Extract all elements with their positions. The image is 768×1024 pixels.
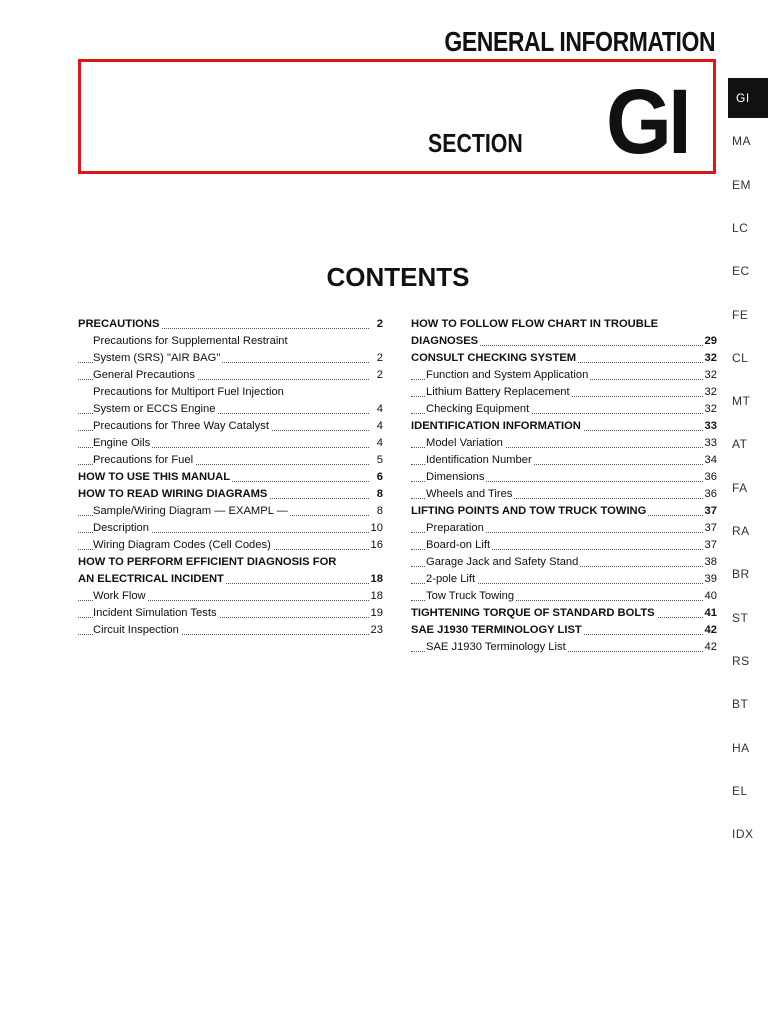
toc-left-column: [78, 316, 383, 639]
toc-entry[interactable]: [411, 367, 717, 384]
toc-page-number: 19: [369, 605, 383, 622]
toc-entry-title: Function and System Application: [426, 369, 589, 381]
toc-page-number: 10: [369, 520, 383, 537]
toc-entry[interactable]: [411, 452, 717, 469]
side-tab-ra[interactable]: RA: [732, 524, 750, 538]
toc-entry-title: HOW TO PERFORM EFFICIENT DIAGNOSIS FOR: [78, 556, 337, 568]
toc-entry-title: Board-on Lift: [426, 539, 491, 551]
toc-page-number: 33: [703, 418, 717, 435]
toc-page-number: 16: [369, 537, 383, 554]
toc-entry-title: SAE J1930 TERMINOLOGY LIST: [411, 624, 582, 636]
toc-entry[interactable]: [78, 350, 383, 367]
toc-entry-title: Engine Oils: [93, 437, 151, 449]
section-code: GI: [606, 71, 688, 173]
toc-page-number: 38: [703, 554, 717, 571]
toc-entry[interactable]: [411, 435, 717, 452]
toc-entry[interactable]: [411, 384, 717, 401]
toc-entry-title: Identification Number: [426, 454, 532, 466]
toc-entry[interactable]: [78, 622, 383, 639]
toc-page-number: 4: [375, 435, 383, 452]
toc-page-number: 4: [375, 418, 383, 435]
toc-entry[interactable]: [411, 520, 717, 537]
toc-entry[interactable]: [78, 554, 383, 571]
toc-entry[interactable]: [78, 537, 383, 554]
toc-entry-title: Precautions for Multiport Fuel Injection: [93, 386, 284, 398]
toc-entry-title: Wheels and Tires: [426, 488, 513, 500]
toc-entry-title: Work Flow: [93, 590, 146, 602]
toc-page-number: 36: [703, 486, 717, 503]
toc-entry[interactable]: [411, 554, 717, 571]
toc-entry-title: Sample/Wiring Diagram — EXAMPL —: [93, 505, 288, 517]
toc-entry[interactable]: [78, 333, 383, 350]
toc-page-number: 32: [703, 367, 717, 384]
toc-entry[interactable]: [78, 316, 383, 333]
toc-entry-title: Checking Equipment: [426, 403, 530, 415]
toc-entry[interactable]: [78, 452, 383, 469]
toc-entry-title: TIGHTENING TORQUE OF STANDARD BOLTS: [411, 607, 655, 619]
toc-entry-title: Garage Jack and Safety Stand: [426, 556, 579, 568]
toc-entry-title: AN ELECTRICAL INCIDENT: [78, 573, 224, 585]
side-tab-ec[interactable]: EC: [732, 264, 750, 279]
section-label: SECTION: [428, 128, 523, 158]
side-tab-gi[interactable]: GI: [728, 78, 768, 118]
toc-page-number: 32: [703, 384, 717, 401]
side-tab-el[interactable]: EL: [732, 783, 748, 798]
toc-entry-title: IDENTIFICATION INFORMATION: [411, 420, 581, 432]
toc-entry-title: HOW TO READ WIRING DIAGRAMS: [78, 488, 268, 500]
side-tab-mt[interactable]: MT: [732, 394, 751, 409]
toc-entry[interactable]: [411, 571, 717, 588]
toc-page-number: 6: [375, 469, 383, 486]
toc-entry-title: General Precautions: [93, 369, 195, 381]
toc-page-number: 37: [703, 503, 717, 520]
page-title: GENERAL INFORMATION: [444, 26, 715, 57]
toc-entry-title: System or ECCS Engine: [93, 403, 216, 415]
toc-entry-title: Description: [93, 522, 149, 534]
toc-page-number: 42: [703, 622, 717, 639]
toc-entry-title: HOW TO FOLLOW FLOW CHART IN TROUBLE: [411, 318, 659, 330]
toc-page-number: 37: [703, 537, 717, 554]
toc-page-number: 29: [703, 333, 717, 350]
toc-page-number: 8: [375, 486, 383, 503]
toc-entry[interactable]: [411, 588, 717, 605]
toc-page-number: 32: [703, 350, 717, 367]
toc-page-number: 18: [369, 588, 383, 605]
toc-entry[interactable]: [78, 571, 383, 588]
toc-entry[interactable]: [78, 503, 383, 520]
side-tab-st[interactable]: ST: [732, 610, 749, 625]
toc-entry[interactable]: [78, 605, 383, 622]
toc-entry-title: Tow Truck Towing: [426, 590, 515, 602]
side-tab-br[interactable]: BR: [732, 567, 750, 582]
toc-entry-title: PRECAUTIONS: [78, 318, 160, 330]
toc-entry[interactable]: [411, 469, 717, 486]
toc-entry-title: Preparation: [426, 522, 484, 534]
side-tab-ha[interactable]: HA: [732, 740, 750, 755]
side-tab-idx[interactable]: IDX: [732, 827, 754, 842]
toc-entry-title: LIFTING POINTS AND TOW TRUCK TOWING: [411, 505, 647, 517]
toc-page-number: 34: [703, 452, 717, 469]
side-tab-lc[interactable]: LC: [732, 220, 749, 235]
toc-entry[interactable]: [78, 588, 383, 605]
toc-entry[interactable]: [78, 486, 383, 503]
toc-entry[interactable]: [411, 333, 717, 350]
toc-entry[interactable]: [411, 401, 717, 418]
toc-page-number: 8: [375, 503, 383, 520]
toc-entry-title: Wiring Diagram Codes (Cell Codes): [93, 539, 271, 551]
toc-entry-title: 2-pole Lift: [426, 573, 476, 585]
toc-entry[interactable]: [411, 537, 717, 554]
toc-entry-title: Dimensions: [426, 471, 485, 483]
toc-entry[interactable]: [411, 605, 717, 622]
toc-entry[interactable]: [78, 367, 383, 384]
side-tab-rs[interactable]: RS: [732, 653, 750, 668]
toc-entry[interactable]: [411, 622, 717, 639]
toc-entry-title: HOW TO USE THIS MANUAL: [78, 471, 231, 483]
toc-right-column: [411, 316, 717, 656]
toc-entry-title: System (SRS) "AIR BAG": [93, 352, 221, 364]
toc-entry[interactable]: [411, 486, 717, 503]
toc-page-number: 33: [703, 435, 717, 452]
toc-page-number: 4: [375, 401, 383, 418]
toc-entry-title: DIAGNOSES: [411, 335, 479, 347]
toc-page-number: 37: [703, 520, 717, 537]
contents-heading: CONTENTS: [326, 262, 470, 292]
toc-page-number: 41: [703, 605, 717, 622]
side-tab-fe[interactable]: FE: [732, 307, 749, 322]
toc-entry[interactable]: [411, 418, 717, 435]
toc-entry[interactable]: [411, 639, 717, 656]
toc-page-number: 42: [703, 639, 717, 656]
toc-entry[interactable]: [78, 435, 383, 452]
toc-page-number: 18: [369, 571, 383, 588]
side-tab-fa[interactable]: FA: [732, 480, 748, 495]
toc-entry-title: Model Variation: [426, 437, 503, 449]
toc-entry[interactable]: [411, 503, 717, 520]
toc-entry-title: Precautions for Fuel: [93, 454, 194, 466]
toc-page-number: 2: [375, 367, 383, 384]
toc-entry[interactable]: [78, 384, 383, 401]
toc-page-number: 39: [703, 571, 717, 588]
toc-entry[interactable]: [78, 418, 383, 435]
toc-entry[interactable]: [78, 469, 383, 486]
toc-entry-title: Circuit Inspection: [93, 624, 179, 636]
toc-entry[interactable]: [411, 316, 717, 333]
toc-page-number: 2: [375, 316, 383, 333]
toc-entry[interactable]: [411, 350, 717, 367]
toc-entry[interactable]: [78, 401, 383, 418]
toc-page-number: 5: [375, 452, 383, 469]
toc-page-number: 36: [703, 469, 717, 486]
toc-entry[interactable]: [78, 520, 383, 537]
toc-page-number: 40: [703, 588, 717, 605]
toc-entry-title: Incident Simulation Tests: [93, 607, 217, 619]
toc-page-number: 32: [703, 401, 717, 418]
toc-entry-title: Precautions for Supplemental Restraint: [93, 335, 288, 347]
side-tab-cl[interactable]: CL: [732, 350, 749, 365]
toc-page-number: 2: [375, 350, 383, 367]
toc-entry-title: Precautions for Three Way Catalyst: [93, 420, 269, 432]
toc-entry-title: SAE J1930 Terminology List: [426, 641, 566, 653]
side-tab-bt[interactable]: BT: [732, 697, 749, 712]
side-tab-at[interactable]: AT: [732, 437, 748, 452]
toc-entry-title: CONSULT CHECKING SYSTEM: [411, 352, 577, 364]
toc-entry-title: Lithium Battery Replacement: [426, 386, 570, 398]
toc-page-number: 23: [369, 622, 383, 639]
side-tab-ma[interactable]: MA: [732, 134, 751, 149]
side-tab-em[interactable]: EM: [732, 177, 751, 192]
